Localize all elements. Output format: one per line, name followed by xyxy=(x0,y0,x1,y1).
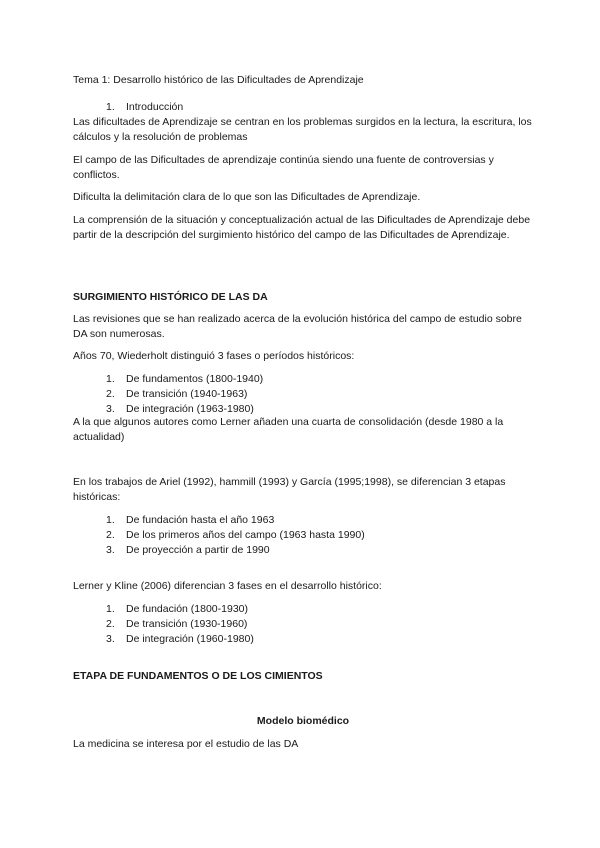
paragraph: La medicina se interesa por el estudio de las DA xyxy=(73,738,299,750)
paragraph: Las revisiones que se han realizado acerca de la evolución histórica del campo de estudio sobre DA son numerosas. xyxy=(73,313,522,340)
paragraph: La comprensión de la situación y conceptualización actual de las Dificultades de Aprendizaje debe partir de la descripción del surgimiento histórico del campo de las Dificultades de Aprendizaje. xyxy=(73,214,531,241)
list-item: 1. Introducción xyxy=(106,101,184,113)
list-item: 2. De transición (1940-1963) xyxy=(106,388,248,401)
list-item: 2. De transición (1930-1960) xyxy=(106,618,248,631)
subsection-heading: Modelo biomédico xyxy=(256,715,350,727)
paragraph: El campo de las Dificultades de aprendizaje continúa siendo una fuente de controversias y conflictos. xyxy=(73,154,494,181)
list-item: 3. De proyección a partir de 1990 xyxy=(106,544,270,557)
list-item: 3. De integración (1960-1980) xyxy=(106,633,254,646)
list-item: 1. De fundación (1800-1930) xyxy=(106,603,249,615)
paragraph: Dificulta la delimitación clara de lo que son las Dificultades de Aprendizaje. xyxy=(73,191,421,203)
paragraph: Años 70, Wiederholt distinguió 3 fases o períodos históricos: xyxy=(73,350,355,362)
section-heading: SURGIMIENTO HISTÓRICO DE LAS DA xyxy=(73,291,268,303)
paragraph: A la que algunos autores como Lerner añaden una cuarta de consolidación (desde 1980 a la actualidad) xyxy=(73,416,504,443)
paragraph: En los trabajos de Ariel (1992), hammill (1993) y García (1995;1998), se diferencian 3 etapas históricas: xyxy=(73,476,506,503)
paragraph: Lerner y Kline (2006) diferencian 3 fases en el desarrollo histórico: xyxy=(73,580,382,592)
list-item: 3. De integración (1963-1980) xyxy=(106,403,254,416)
document-title: Tema 1: Desarrollo histórico de las Dificultades de Aprendizaje xyxy=(73,74,364,86)
phases-list-lerner xyxy=(73,602,254,648)
section-heading: ETAPA DE FUNDAMENTOS O DE LOS CIMIENTOS xyxy=(73,670,323,682)
list-item: 2. De los primeros años del campo (1963 hasta 1990) xyxy=(106,529,365,542)
list-item: 1. De fundación hasta el año 1963 xyxy=(106,514,275,526)
phases-list-wiederholt xyxy=(73,372,263,418)
paragraph: Las dificultades de Aprendizaje se centran en los problemas surgidos en la lectura, la escritura, los cálculos y la resolución de problemas xyxy=(73,116,532,143)
intro-list xyxy=(73,100,183,115)
stages-list-ariel xyxy=(73,513,365,559)
list-item: 1. De fundamentos (1800-1940) xyxy=(106,373,264,385)
